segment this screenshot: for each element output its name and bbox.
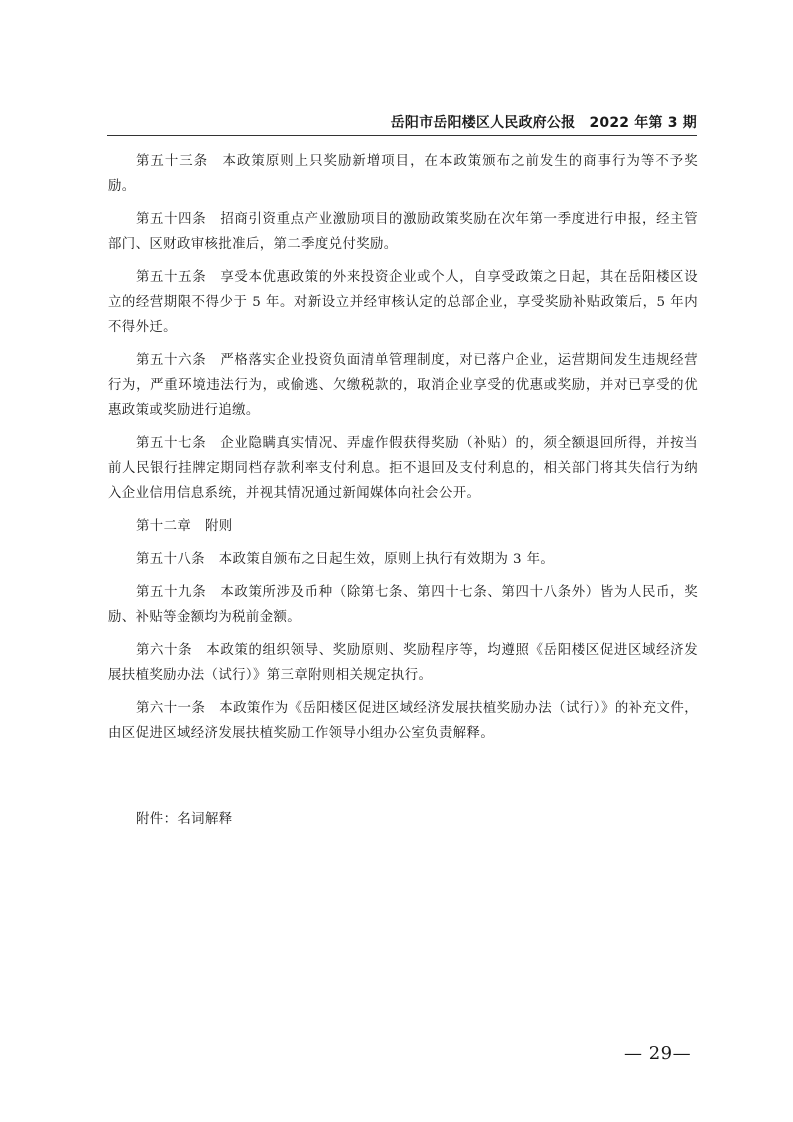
document-body (108, 149, 698, 754)
article-55: 第五十五条 享受本优惠政策的外来投资企业或个人，自享受政策之日起，其在岳阳楼区设立的经营期限不得少于 5 年。对新设立并经审核认定的总部企业，享受奖励补贴政策后，5 年内不得外迁。 (108, 270, 698, 335)
document-header (107, 112, 697, 136)
article-53: 第五十三条 本政策原则上只奖励新增项目，在本政策颁布之前发生的商事行为等不予奖励。 (108, 154, 698, 194)
attachment-note: 附件：名词解释 (136, 812, 233, 827)
article-60: 第六十条 本政策的组织领导、奖励原则、奖励程序等，均遵照《岳阳楼区促进区域经济发展扶植奖励办法（试行）》第三章附则相关规定执行。 (108, 643, 698, 683)
article-54: 第五十四条 招商引资重点产业激励项目的激励政策奖励在次年第一季度进行申报，经主管部门、区财政审核批准后，第二季度兑付奖励。 (108, 212, 698, 252)
article-58: 第五十八条 本政策自颁布之日起生效，原则上执行有效期为 3 年。 (136, 552, 555, 567)
article-59: 第五十九条 本政策所涉及币种（除第七条、第四十七条、第四十八条外）皆为人民币，奖励、补贴等金额均为税前金额。 (108, 585, 698, 625)
header-title: 岳阳市岳阳楼区人民政府公报 2022 年第 3 期 (390, 115, 697, 131)
page-number: — 29— (624, 1043, 692, 1064)
article-56: 第五十六条 严格落实企业投资负面清单管理制度，对已落户企业，运营期间发生违规经营行为，严重环境违法行为，或偷逃、欠缴税款的，取消企业享受的优惠或奖励，并对已享受的优惠政策或奖励进行追缴。 (108, 353, 698, 418)
article-57: 第五十七条 企业隐瞒真实情况、弄虚作假获得奖励（补贴）的，须全额退回所得，并按当前人民银行挂牌定期同档存款利率支付利息。拒不退回及支付利息的，相关部门将其失信行为纳入企业信用信息系统，并视其情况通过新闻媒体向社会公开。 (108, 436, 698, 501)
article-61: 第六十一条 本政策作为《岳阳楼区促进区域经济发展扶植奖励办法（试行）》的补充文件，由区促进区域经济发展扶植奖励工作领导小组办公室负责解释。 (108, 701, 698, 741)
chapter-12-heading: 第十二章 附则 (136, 519, 233, 534)
